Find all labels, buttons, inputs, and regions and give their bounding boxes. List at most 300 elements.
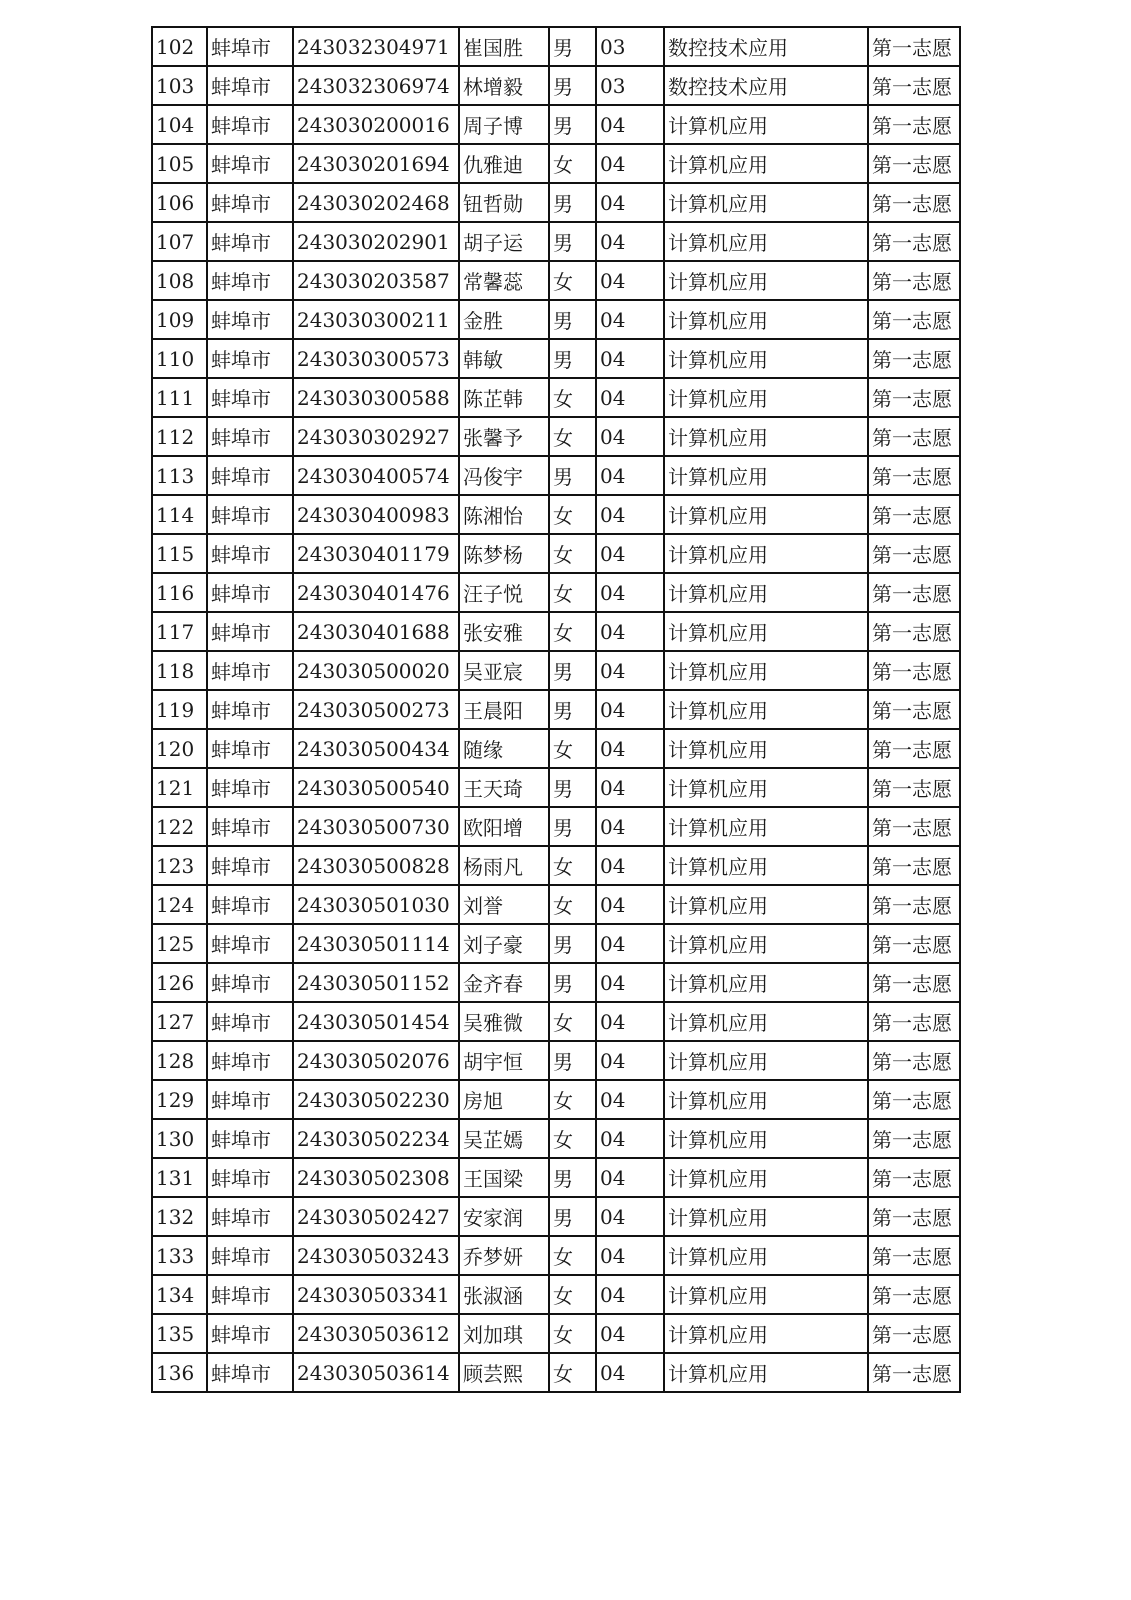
row-city-cell: 蚌埠市: [207, 573, 293, 612]
row-seq-cell: 117: [152, 612, 207, 651]
row-city-cell: 蚌埠市: [207, 1197, 293, 1236]
row-seq-cell: 134: [152, 1275, 207, 1314]
table-row: [152, 456, 960, 495]
row-choice-cell: 第一志愿: [868, 768, 960, 807]
row-gender-cell: 男: [549, 300, 596, 339]
row-exam-id-cell: 243030501030: [293, 885, 459, 924]
row-seq-cell: 121: [152, 768, 207, 807]
row-choice-cell: 第一志愿: [868, 1197, 960, 1236]
row-name-cell: 王天琦: [459, 768, 549, 807]
row-gender-cell: 男: [549, 690, 596, 729]
row-major-code-cell: 04: [596, 339, 664, 378]
row-seq-cell: 104: [152, 105, 207, 144]
admission-roster-table: [151, 26, 961, 1393]
row-exam-id-cell: 243030200016: [293, 105, 459, 144]
row-exam-id-cell: 243030503243: [293, 1236, 459, 1275]
row-exam-id-cell: 243030502230: [293, 1080, 459, 1119]
row-name-cell: 周子博: [459, 105, 549, 144]
row-choice-cell: 第一志愿: [868, 27, 960, 66]
row-major-code-cell: 04: [596, 144, 664, 183]
row-major-code-cell: 04: [596, 651, 664, 690]
row-seq-cell: 115: [152, 534, 207, 573]
row-major-cell: 计算机应用: [664, 768, 868, 807]
row-major-code-cell: 04: [596, 1041, 664, 1080]
table-row: [152, 144, 960, 183]
row-major-code-cell: 04: [596, 300, 664, 339]
row-major-cell: 计算机应用: [664, 300, 868, 339]
row-name-cell: 陈梦杨: [459, 534, 549, 573]
table-row: [152, 378, 960, 417]
row-seq-cell: 106: [152, 183, 207, 222]
row-major-code-cell: 04: [596, 768, 664, 807]
row-city-cell: 蚌埠市: [207, 1041, 293, 1080]
row-gender-cell: 女: [549, 573, 596, 612]
row-choice-cell: 第一志愿: [868, 378, 960, 417]
table-row: [152, 1353, 960, 1392]
row-major-code-cell: 04: [596, 378, 664, 417]
row-city-cell: 蚌埠市: [207, 417, 293, 456]
row-gender-cell: 女: [549, 729, 596, 768]
table-row: [152, 612, 960, 651]
row-exam-id-cell: 243030502076: [293, 1041, 459, 1080]
row-seq-cell: 116: [152, 573, 207, 612]
row-major-code-cell: 03: [596, 66, 664, 105]
row-major-cell: 计算机应用: [664, 495, 868, 534]
table-row: [152, 27, 960, 66]
row-choice-cell: 第一志愿: [868, 183, 960, 222]
row-major-cell: 数控技术应用: [664, 66, 868, 105]
table-row: [152, 105, 960, 144]
table-row: [152, 924, 960, 963]
row-major-cell: 计算机应用: [664, 573, 868, 612]
row-gender-cell: 女: [549, 378, 596, 417]
row-seq-cell: 105: [152, 144, 207, 183]
row-major-cell: 计算机应用: [664, 456, 868, 495]
row-exam-id-cell: 243032306974: [293, 66, 459, 105]
row-seq-cell: 122: [152, 807, 207, 846]
row-major-cell: 计算机应用: [664, 1197, 868, 1236]
row-exam-id-cell: 243030500434: [293, 729, 459, 768]
row-exam-id-cell: 243030401476: [293, 573, 459, 612]
row-seq-cell: 129: [152, 1080, 207, 1119]
row-major-cell: 计算机应用: [664, 1158, 868, 1197]
row-seq-cell: 136: [152, 1353, 207, 1392]
row-city-cell: 蚌埠市: [207, 690, 293, 729]
row-name-cell: 陈芷韩: [459, 378, 549, 417]
row-name-cell: 乔梦妍: [459, 1236, 549, 1275]
row-name-cell: 崔国胜: [459, 27, 549, 66]
row-exam-id-cell: 243030203587: [293, 261, 459, 300]
row-choice-cell: 第一志愿: [868, 1158, 960, 1197]
row-city-cell: 蚌埠市: [207, 1314, 293, 1353]
row-city-cell: 蚌埠市: [207, 963, 293, 1002]
row-name-cell: 胡子运: [459, 222, 549, 261]
row-gender-cell: 女: [549, 612, 596, 651]
row-exam-id-cell: 243030500540: [293, 768, 459, 807]
row-choice-cell: 第一志愿: [868, 924, 960, 963]
row-exam-id-cell: 243030202901: [293, 222, 459, 261]
row-name-cell: 欧阳增: [459, 807, 549, 846]
row-major-code-cell: 04: [596, 222, 664, 261]
row-name-cell: 常馨蕊: [459, 261, 549, 300]
row-city-cell: 蚌埠市: [207, 1119, 293, 1158]
table-row: [152, 1002, 960, 1041]
row-seq-cell: 126: [152, 963, 207, 1002]
row-city-cell: 蚌埠市: [207, 924, 293, 963]
row-choice-cell: 第一志愿: [868, 495, 960, 534]
row-seq-cell: 133: [152, 1236, 207, 1275]
row-choice-cell: 第一志愿: [868, 1314, 960, 1353]
row-exam-id-cell: 243030503614: [293, 1353, 459, 1392]
row-seq-cell: 119: [152, 690, 207, 729]
row-city-cell: 蚌埠市: [207, 768, 293, 807]
row-major-cell: 计算机应用: [664, 144, 868, 183]
row-choice-cell: 第一志愿: [868, 573, 960, 612]
row-choice-cell: 第一志愿: [868, 690, 960, 729]
row-exam-id-cell: 243030500273: [293, 690, 459, 729]
row-exam-id-cell: 243030500828: [293, 846, 459, 885]
table-row: [152, 651, 960, 690]
row-name-cell: 林增毅: [459, 66, 549, 105]
row-major-code-cell: 04: [596, 1236, 664, 1275]
row-choice-cell: 第一志愿: [868, 66, 960, 105]
table-row: [152, 963, 960, 1002]
row-major-cell: 计算机应用: [664, 1353, 868, 1392]
row-city-cell: 蚌埠市: [207, 885, 293, 924]
row-major-cell: 计算机应用: [664, 885, 868, 924]
row-name-cell: 王晨阳: [459, 690, 549, 729]
row-major-code-cell: 04: [596, 1002, 664, 1041]
row-major-cell: 计算机应用: [664, 846, 868, 885]
row-major-code-cell: 04: [596, 1353, 664, 1392]
row-gender-cell: 男: [549, 105, 596, 144]
row-major-cell: 计算机应用: [664, 1002, 868, 1041]
row-choice-cell: 第一志愿: [868, 1119, 960, 1158]
row-gender-cell: 男: [549, 807, 596, 846]
row-major-cell: 计算机应用: [664, 1236, 868, 1275]
row-exam-id-cell: 243030400983: [293, 495, 459, 534]
row-gender-cell: 女: [549, 1353, 596, 1392]
row-exam-id-cell: 243030502234: [293, 1119, 459, 1158]
row-major-code-cell: 04: [596, 846, 664, 885]
row-choice-cell: 第一志愿: [868, 612, 960, 651]
row-exam-id-cell: 243030501152: [293, 963, 459, 1002]
row-seq-cell: 109: [152, 300, 207, 339]
row-gender-cell: 女: [549, 846, 596, 885]
row-major-code-cell: 03: [596, 27, 664, 66]
row-gender-cell: 男: [549, 27, 596, 66]
row-choice-cell: 第一志愿: [868, 846, 960, 885]
row-name-cell: 韩敏: [459, 339, 549, 378]
row-name-cell: 吴芷嫣: [459, 1119, 549, 1158]
row-major-cell: 计算机应用: [664, 378, 868, 417]
table-row: [152, 534, 960, 573]
row-major-code-cell: 04: [596, 105, 664, 144]
row-city-cell: 蚌埠市: [207, 378, 293, 417]
row-choice-cell: 第一志愿: [868, 729, 960, 768]
row-city-cell: 蚌埠市: [207, 105, 293, 144]
table-row: [152, 690, 960, 729]
roster-body: [152, 27, 960, 1392]
row-gender-cell: 男: [549, 66, 596, 105]
table-row: [152, 66, 960, 105]
row-gender-cell: 女: [549, 261, 596, 300]
row-major-code-cell: 04: [596, 963, 664, 1002]
row-city-cell: 蚌埠市: [207, 807, 293, 846]
row-seq-cell: 102: [152, 27, 207, 66]
row-gender-cell: 男: [549, 1197, 596, 1236]
row-major-code-cell: 04: [596, 1119, 664, 1158]
row-gender-cell: 女: [549, 495, 596, 534]
table-row: [152, 1314, 960, 1353]
row-exam-id-cell: 243030401688: [293, 612, 459, 651]
row-name-cell: 金胜: [459, 300, 549, 339]
row-major-cell: 计算机应用: [664, 963, 868, 1002]
row-exam-id-cell: 243030500730: [293, 807, 459, 846]
table-row: [152, 339, 960, 378]
table-row: [152, 1275, 960, 1314]
row-major-cell: 计算机应用: [664, 1275, 868, 1314]
row-exam-id-cell: 243032304971: [293, 27, 459, 66]
row-gender-cell: 女: [549, 885, 596, 924]
row-city-cell: 蚌埠市: [207, 1275, 293, 1314]
row-major-code-cell: 04: [596, 1158, 664, 1197]
row-name-cell: 吴雅微: [459, 1002, 549, 1041]
row-exam-id-cell: 243030401179: [293, 534, 459, 573]
row-gender-cell: 男: [549, 1158, 596, 1197]
table-row: [152, 729, 960, 768]
row-choice-cell: 第一志愿: [868, 534, 960, 573]
row-name-cell: 刘加琪: [459, 1314, 549, 1353]
table-row: [152, 573, 960, 612]
row-choice-cell: 第一志愿: [868, 144, 960, 183]
row-city-cell: 蚌埠市: [207, 144, 293, 183]
row-seq-cell: 127: [152, 1002, 207, 1041]
row-city-cell: 蚌埠市: [207, 1002, 293, 1041]
row-exam-id-cell: 243030501454: [293, 1002, 459, 1041]
table-row: [152, 885, 960, 924]
row-seq-cell: 113: [152, 456, 207, 495]
row-seq-cell: 124: [152, 885, 207, 924]
row-major-code-cell: 04: [596, 456, 664, 495]
row-seq-cell: 132: [152, 1197, 207, 1236]
row-seq-cell: 112: [152, 417, 207, 456]
row-gender-cell: 女: [549, 1275, 596, 1314]
row-exam-id-cell: 243030503612: [293, 1314, 459, 1353]
row-major-cell: 计算机应用: [664, 339, 868, 378]
row-city-cell: 蚌埠市: [207, 651, 293, 690]
row-name-cell: 安家润: [459, 1197, 549, 1236]
row-city-cell: 蚌埠市: [207, 222, 293, 261]
row-major-cell: 计算机应用: [664, 1119, 868, 1158]
row-city-cell: 蚌埠市: [207, 729, 293, 768]
table-row: [152, 1080, 960, 1119]
row-exam-id-cell: 243030502427: [293, 1197, 459, 1236]
row-city-cell: 蚌埠市: [207, 1158, 293, 1197]
row-city-cell: 蚌埠市: [207, 66, 293, 105]
row-gender-cell: 男: [549, 768, 596, 807]
row-exam-id-cell: 243030201694: [293, 144, 459, 183]
row-gender-cell: 男: [549, 924, 596, 963]
row-name-cell: 陈湘怡: [459, 495, 549, 534]
row-major-code-cell: 04: [596, 1080, 664, 1119]
row-name-cell: 随缘: [459, 729, 549, 768]
row-major-cell: 计算机应用: [664, 261, 868, 300]
table-row: [152, 807, 960, 846]
row-major-code-cell: 04: [596, 495, 664, 534]
row-seq-cell: 111: [152, 378, 207, 417]
row-name-cell: 汪子悦: [459, 573, 549, 612]
row-major-code-cell: 04: [596, 1275, 664, 1314]
row-city-cell: 蚌埠市: [207, 612, 293, 651]
row-gender-cell: 女: [549, 1080, 596, 1119]
row-city-cell: 蚌埠市: [207, 1353, 293, 1392]
row-name-cell: 张馨予: [459, 417, 549, 456]
row-name-cell: 胡宇恒: [459, 1041, 549, 1080]
row-name-cell: 张安雅: [459, 612, 549, 651]
row-seq-cell: 120: [152, 729, 207, 768]
row-seq-cell: 114: [152, 495, 207, 534]
row-major-cell: 计算机应用: [664, 924, 868, 963]
table-row: [152, 495, 960, 534]
row-exam-id-cell: 243030300573: [293, 339, 459, 378]
row-major-cell: 计算机应用: [664, 105, 868, 144]
row-major-cell: 计算机应用: [664, 1041, 868, 1080]
table-row: [152, 1158, 960, 1197]
row-name-cell: 冯俊宇: [459, 456, 549, 495]
row-name-cell: 刘誉: [459, 885, 549, 924]
row-exam-id-cell: 243030300211: [293, 300, 459, 339]
row-seq-cell: 108: [152, 261, 207, 300]
row-gender-cell: 女: [549, 534, 596, 573]
row-major-code-cell: 04: [596, 261, 664, 300]
row-choice-cell: 第一志愿: [868, 1041, 960, 1080]
row-city-cell: 蚌埠市: [207, 339, 293, 378]
row-major-code-cell: 04: [596, 573, 664, 612]
row-choice-cell: 第一志愿: [868, 261, 960, 300]
row-choice-cell: 第一志愿: [868, 651, 960, 690]
row-major-code-cell: 04: [596, 612, 664, 651]
row-choice-cell: 第一志愿: [868, 417, 960, 456]
table-row: [152, 1236, 960, 1275]
row-name-cell: 杨雨凡: [459, 846, 549, 885]
row-exam-id-cell: 243030202468: [293, 183, 459, 222]
row-major-cell: 计算机应用: [664, 1080, 868, 1119]
row-city-cell: 蚌埠市: [207, 300, 293, 339]
table-row: [152, 1041, 960, 1080]
row-name-cell: 王国梁: [459, 1158, 549, 1197]
row-seq-cell: 131: [152, 1158, 207, 1197]
row-exam-id-cell: 243030500020: [293, 651, 459, 690]
row-city-cell: 蚌埠市: [207, 1236, 293, 1275]
row-choice-cell: 第一志愿: [868, 1275, 960, 1314]
row-city-cell: 蚌埠市: [207, 1080, 293, 1119]
row-name-cell: 刘子豪: [459, 924, 549, 963]
row-choice-cell: 第一志愿: [868, 222, 960, 261]
row-seq-cell: 118: [152, 651, 207, 690]
table-row: [152, 300, 960, 339]
row-exam-id-cell: 243030400574: [293, 456, 459, 495]
row-major-code-cell: 04: [596, 729, 664, 768]
row-choice-cell: 第一志愿: [868, 1236, 960, 1275]
row-major-code-cell: 04: [596, 1314, 664, 1353]
row-choice-cell: 第一志愿: [868, 1353, 960, 1392]
table-row: [152, 1197, 960, 1236]
row-name-cell: 吴亚宸: [459, 651, 549, 690]
row-name-cell: 钮哲勋: [459, 183, 549, 222]
row-choice-cell: 第一志愿: [868, 300, 960, 339]
row-gender-cell: 男: [549, 456, 596, 495]
row-seq-cell: 103: [152, 66, 207, 105]
row-major-cell: 计算机应用: [664, 729, 868, 768]
row-city-cell: 蚌埠市: [207, 27, 293, 66]
row-major-code-cell: 04: [596, 924, 664, 963]
row-choice-cell: 第一志愿: [868, 105, 960, 144]
row-gender-cell: 女: [549, 417, 596, 456]
row-seq-cell: 110: [152, 339, 207, 378]
row-major-code-cell: 04: [596, 534, 664, 573]
row-name-cell: 张淑涵: [459, 1275, 549, 1314]
row-gender-cell: 女: [549, 1002, 596, 1041]
row-choice-cell: 第一志愿: [868, 1002, 960, 1041]
row-major-code-cell: 04: [596, 807, 664, 846]
row-major-code-cell: 04: [596, 885, 664, 924]
row-seq-cell: 107: [152, 222, 207, 261]
row-choice-cell: 第一志愿: [868, 339, 960, 378]
row-gender-cell: 男: [549, 1041, 596, 1080]
table-row: [152, 846, 960, 885]
row-gender-cell: 女: [549, 144, 596, 183]
row-name-cell: 顾芸熙: [459, 1353, 549, 1392]
table-row: [152, 222, 960, 261]
table-row: [152, 768, 960, 807]
row-seq-cell: 128: [152, 1041, 207, 1080]
row-exam-id-cell: 243030502308: [293, 1158, 459, 1197]
row-major-cell: 计算机应用: [664, 417, 868, 456]
table-row: [152, 183, 960, 222]
row-name-cell: 金齐春: [459, 963, 549, 1002]
row-major-cell: 计算机应用: [664, 807, 868, 846]
row-gender-cell: 男: [549, 222, 596, 261]
row-major-cell: 计算机应用: [664, 1314, 868, 1353]
row-name-cell: 仇雅迪: [459, 144, 549, 183]
row-gender-cell: 女: [549, 1314, 596, 1353]
row-major-cell: 计算机应用: [664, 651, 868, 690]
row-gender-cell: 男: [549, 963, 596, 1002]
row-city-cell: 蚌埠市: [207, 456, 293, 495]
table-row: [152, 1119, 960, 1158]
table-row: [152, 261, 960, 300]
row-city-cell: 蚌埠市: [207, 534, 293, 573]
row-seq-cell: 123: [152, 846, 207, 885]
row-gender-cell: 男: [549, 339, 596, 378]
row-seq-cell: 135: [152, 1314, 207, 1353]
row-major-cell: 计算机应用: [664, 183, 868, 222]
row-major-code-cell: 04: [596, 690, 664, 729]
row-city-cell: 蚌埠市: [207, 261, 293, 300]
row-major-cell: 计算机应用: [664, 222, 868, 261]
row-choice-cell: 第一志愿: [868, 807, 960, 846]
row-major-code-cell: 04: [596, 183, 664, 222]
row-choice-cell: 第一志愿: [868, 456, 960, 495]
row-seq-cell: 130: [152, 1119, 207, 1158]
row-choice-cell: 第一志愿: [868, 1080, 960, 1119]
row-city-cell: 蚌埠市: [207, 183, 293, 222]
row-seq-cell: 125: [152, 924, 207, 963]
row-choice-cell: 第一志愿: [868, 885, 960, 924]
row-major-cell: 数控技术应用: [664, 27, 868, 66]
row-exam-id-cell: 243030302927: [293, 417, 459, 456]
